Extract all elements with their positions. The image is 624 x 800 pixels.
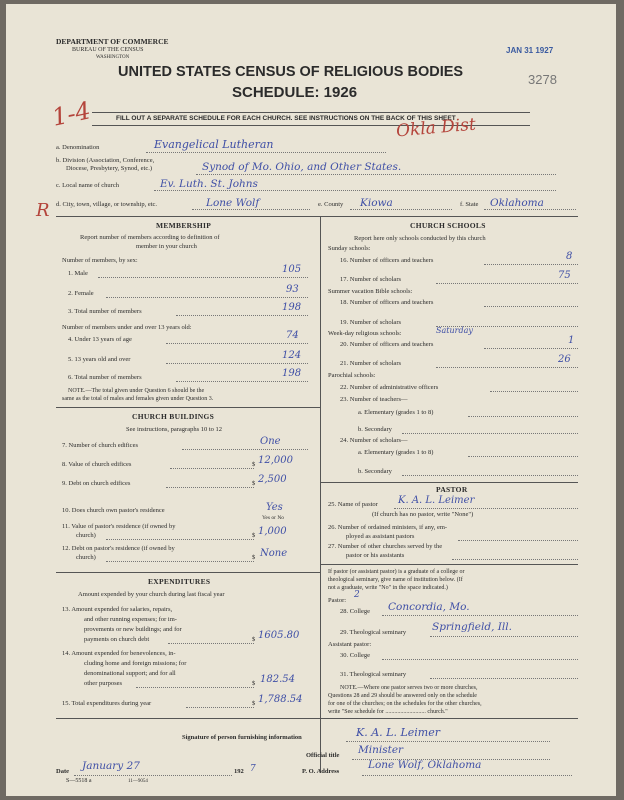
assistant-ministers-label-2: ployed as assistant pastors [346,533,415,540]
other-churches-line [452,559,578,560]
sunday-officers-line [484,264,578,265]
total-members-value-a: 198 [282,302,302,313]
pastor-note-2: Questions 28 and 29 should be answered only on the schedule [328,693,477,699]
male-line [98,277,308,278]
pastor-name-line [394,508,578,509]
benevolences-line-3: denominational support; and for all [84,670,176,677]
state-value: Oklahoma [490,197,544,209]
signature-value: K. A. L. Leimer [356,726,440,739]
scholars-secondary-line [402,475,578,476]
teachers-secondary-line [402,433,578,434]
total-expenditures-dollar: $ [252,700,256,707]
benevolences-line-1: 14. Amount expended for benevolences, in- [62,650,176,657]
sunday-schools-label: Sunday schools: [328,245,371,252]
assistant-seminary-line [430,678,578,679]
under-13-label: 4. Under 13 years of age [68,336,132,343]
running-expenses-line-2: and other running expenses; for im- [84,616,177,623]
sunday-scholars-value: 75 [558,270,571,281]
po-address-line [362,775,572,776]
edifices-count-label: 7. Number of church edifices [62,442,138,449]
weekday-officers-line [484,348,578,349]
scholars-label: 24. Number of scholars— [340,437,408,444]
po-address-label: P. O. Address [302,768,340,775]
edifices-value-label: 8. Value of church edifices [62,461,132,468]
seminary-value: Springfield, Ill. [432,621,512,633]
admin-officers-label: 22. Number of administrative officers [340,384,439,391]
red-mark-r: R [36,200,50,221]
red-mark-top-left: 1-4 [49,96,94,132]
age-intro: Number of members under and over 13 years old: [62,324,192,331]
teachers-secondary-label: b. Secondary [358,426,392,433]
pastor-subhead-mark: 2 [354,590,360,600]
received-date-stamp: JAN 31 1927 [506,46,554,55]
denomination-label: a. Denomination [56,144,100,151]
benevolences-line-2: cluding home and foreign missions; for [84,660,187,667]
summer-officers-label: 18. Number of officers and teachers [340,299,434,306]
total-members-line-a [176,315,308,316]
pastor-note-1: NOTE.—Where one pastor serves two or more churches, [340,685,478,691]
sunday-officers-label: 16. Number of officers and teachers [340,257,434,264]
census-schedule-page [6,4,616,796]
edifices-value-value: 12,000 [258,455,293,466]
running-expenses-line-1: 13. Amount expended for salaries, repairs, [62,606,173,613]
membership-note-1: NOTE.—The total given under Question 6 should be the [68,388,205,394]
residence-debt-label-1: 12. Debt on pastor's residence (if owned by [62,545,175,552]
residence-debt-line [106,561,254,562]
local-name-label: c. Local name of church [56,182,119,189]
residence-debt-value: None [260,548,288,559]
assistant-college-label: 30. College [340,652,370,659]
form-number: S—5518 a [66,778,92,784]
weekday-officers-value: 1 [568,335,575,346]
weekday-officers-label: 20. Number of officers and teachers [340,341,434,348]
denomination-value: Evangelical Lutheran [154,138,274,151]
owns-residence-label: 10. Does church own pastor's residence [62,507,165,514]
male-label: 1. Male [68,270,88,277]
summer-scholars-label: 19. Number of scholars [340,319,402,326]
summer-schools-label: Summer vacation Bible schools: [328,288,413,295]
local-name-value: Ev. Luth. St. Johns [160,178,258,190]
over-13-label: 5. 13 years old and over [68,356,131,363]
over-13-line [166,363,308,364]
pastor-subhead: Pastor: [328,597,347,604]
signature-line [346,741,550,742]
bureau-city: WASHINGTON [96,55,130,60]
column-divider [320,216,321,772]
state-line [484,209,576,210]
date-year-digit: 7 [250,764,256,774]
under-13-line [166,343,308,344]
expenditures-rule [56,572,320,573]
members-by-sex-label: Number of members, by sex: [62,257,138,264]
membership-title: MEMBERSHIP [156,221,212,230]
benevolences-dotline [136,687,254,688]
buildings-rule [56,407,320,408]
edifices-count-value: One [260,436,281,447]
pastor-name-label: 25. Name of pastor [328,501,378,508]
expenditures-intro: Amount expended by your church during last fiscal year [78,591,225,598]
date-year-prefix: 192 [234,768,244,775]
graduate-rule [320,564,578,565]
city-value: Lone Wolf [206,197,260,209]
residence-debt-label-2: church) [76,554,96,561]
edifices-debt-label: 9. Debt on church edifices [62,480,131,487]
running-expenses-line-3: provements or new buildings; and for [84,626,182,633]
schools-intro: Report here only schools conducted by this church [354,235,486,242]
seminary-line [430,636,578,637]
teachers-label: 23. Number of teachers— [340,396,408,403]
total-members-value-b: 198 [282,368,302,379]
total-expenditures-value: 1,788.54 [258,694,303,705]
buildings-title: CHURCH BUILDINGS [132,412,215,421]
female-label: 2. Female [68,290,94,297]
running-expenses-dotline [168,643,254,644]
admin-officers-line [490,391,578,392]
red-mark-okla-dist: Okla Dist [395,114,477,142]
assistant-college-line [382,659,578,660]
running-expenses-value: 1605.80 [258,630,300,641]
division-label-2: Diocese, Presbytery, Synod, etc.) [66,165,153,172]
table-top-rule [56,216,578,217]
total-expenditures-label: 15. Total expenditures during year [62,700,152,707]
benevolences-value: 182.54 [260,674,295,685]
membership-note-2: same as the total of males and females given under Question 3. [62,396,214,402]
weekday-schools-label: Week-day religious schools: [328,330,402,337]
division-label-1: b. Division (Association, Conference, [56,157,155,164]
other-churches-label-1: 27. Number of other churches served by the [328,543,443,550]
scholars-secondary-label: b. Secondary [358,468,392,475]
graduate-note-3: not a graduate, write "No" in the space indicated.) [328,585,448,591]
print-number: 11—9054 [128,779,148,784]
college-label: 28. College [340,608,370,615]
teachers-elementary-label: a. Elementary (grades 1 to 8) [358,409,434,416]
female-value: 93 [286,284,299,295]
weekday-scholars-label: 21. Number of scholars [340,360,402,367]
residence-value-label-2: church) [76,532,96,539]
owns-residence-hint: Yes or No [262,515,285,521]
parochial-schools-label: Parochial schools: [328,372,376,379]
membership-intro-2: member in your church [136,243,197,250]
residence-value-value: 1,000 [258,526,287,537]
county-label: e. County [318,201,344,208]
college-value: Concordia, Mo. [388,601,470,613]
summer-officers-line [484,306,578,307]
county-value: Kiowa [360,197,393,209]
denomination-line [146,152,386,153]
membership-intro-1: Report number of members according to definition of [80,234,220,241]
date-label: Date [56,768,69,775]
female-line [106,297,308,298]
seminary-label: 29. Theological seminary [340,629,407,636]
state-label: f. State [460,201,479,208]
form-instruction: FILL OUT A SEPARATE SCHEDULE FOR EACH CHURCH. SEE INSTRUCTIONS ON THE BACK OF THIS SHEET [116,115,456,122]
serial-number-stamp: 3278 [528,72,557,87]
residence-value-line [106,539,254,540]
over-13-value: 124 [282,350,302,361]
date-line [74,775,232,776]
weekday-scholars-value: 26 [558,354,571,365]
running-expenses-line-4: payments on church debt [84,636,150,643]
assistant-seminary-label: 31. Theological seminary [340,671,407,678]
benevolences-dollar: $ [252,680,256,687]
division-value: Synod of Mo. Ohio, and Other States. [202,161,402,173]
residence-value-dollar: $ [252,532,256,539]
expenditures-title: EXPENDITURES [148,577,211,586]
schools-title: CHURCH SCHOOLS [410,221,486,230]
graduate-note-1: If pastor (or assistant pastor) is a graduate of a college or [328,569,465,575]
edifices-debt-line [166,487,254,488]
pastor-name-note: (If church has no pastor, write "None") [372,511,474,518]
department-name: DEPARTMENT OF COMMERCE [56,37,169,46]
pastor-title: PASTOR [436,485,468,494]
male-value: 105 [282,264,302,275]
county-line [350,209,452,210]
total-members-line-b [176,381,308,382]
pastor-rule [320,482,578,483]
edifices-value-line [170,468,254,469]
pastor-note-4: write "See schedule for ........................... church." [328,709,448,715]
edifices-count-line [182,449,308,450]
total-members-label-a: 3. Total number of members [68,308,142,315]
sunday-scholars-line [436,283,578,284]
schedule-title: SCHEDULE: 1926 [232,84,358,101]
division-line [196,174,556,175]
edifices-value-dollar: $ [252,461,256,468]
pastor-note-3: for one of the churches; on the schedules for the other churches, [328,701,482,707]
owns-residence-value: Yes [266,502,283,513]
city-label: d. City, town, village, or township, etc. [56,201,158,208]
assistant-pastor-subhead: Assistant pastor: [328,641,372,648]
pastor-name-value: K. A. L. Leimer [398,495,475,506]
teachers-elementary-line [468,416,578,417]
other-churches-label-2: pastor or his assistants [346,552,405,559]
po-address-value: Lone Wolf, Oklahoma [368,759,482,771]
graduate-note-2: theological seminary, give name of institution below. (If [328,577,463,583]
assistant-ministers-label-1: 26. Number of ordained ministers, if any, em- [328,524,448,531]
scholars-elementary-line [468,456,578,457]
total-expenditures-dotline [186,707,254,708]
city-line [192,209,310,210]
bureau-name: BUREAU OF THE CENSUS [72,47,144,53]
weekday-schools-note: Saturday [436,326,473,335]
sunday-officers-value: 8 [566,251,573,262]
running-expenses-dollar: $ [252,636,256,643]
total-members-label-b: 6. Total number of members [68,374,142,381]
benevolences-line-4: other purposes [84,680,123,687]
date-value: January 27 [82,760,140,772]
sunday-scholars-label: 17. Number of scholars [340,276,402,283]
edifices-debt-value: 2,500 [258,474,287,485]
scholars-elementary-label: a. Elementary (grades 1 to 8) [358,449,434,456]
weekday-scholars-line [436,367,578,368]
edifices-debt-dollar: $ [252,480,256,487]
signature-label: Signature of person furnishing information [182,734,302,741]
table-bottom-rule [56,718,578,719]
header-rule-top [92,112,530,113]
official-title-value: Minister [358,744,404,756]
residence-debt-dollar: $ [252,554,256,561]
official-title-label: Official title [306,752,340,759]
buildings-intro: See instructions, paragraphs 10 to 12 [126,426,223,433]
college-line [382,615,578,616]
form-title: UNITED STATES CENSUS OF RELIGIOUS BODIES [118,64,464,80]
local-name-line [154,190,556,191]
residence-value-label-1: 11. Value of pastor's residence (if owned by [62,523,176,530]
under-13-value: 74 [286,330,299,341]
assistant-ministers-line [458,540,578,541]
